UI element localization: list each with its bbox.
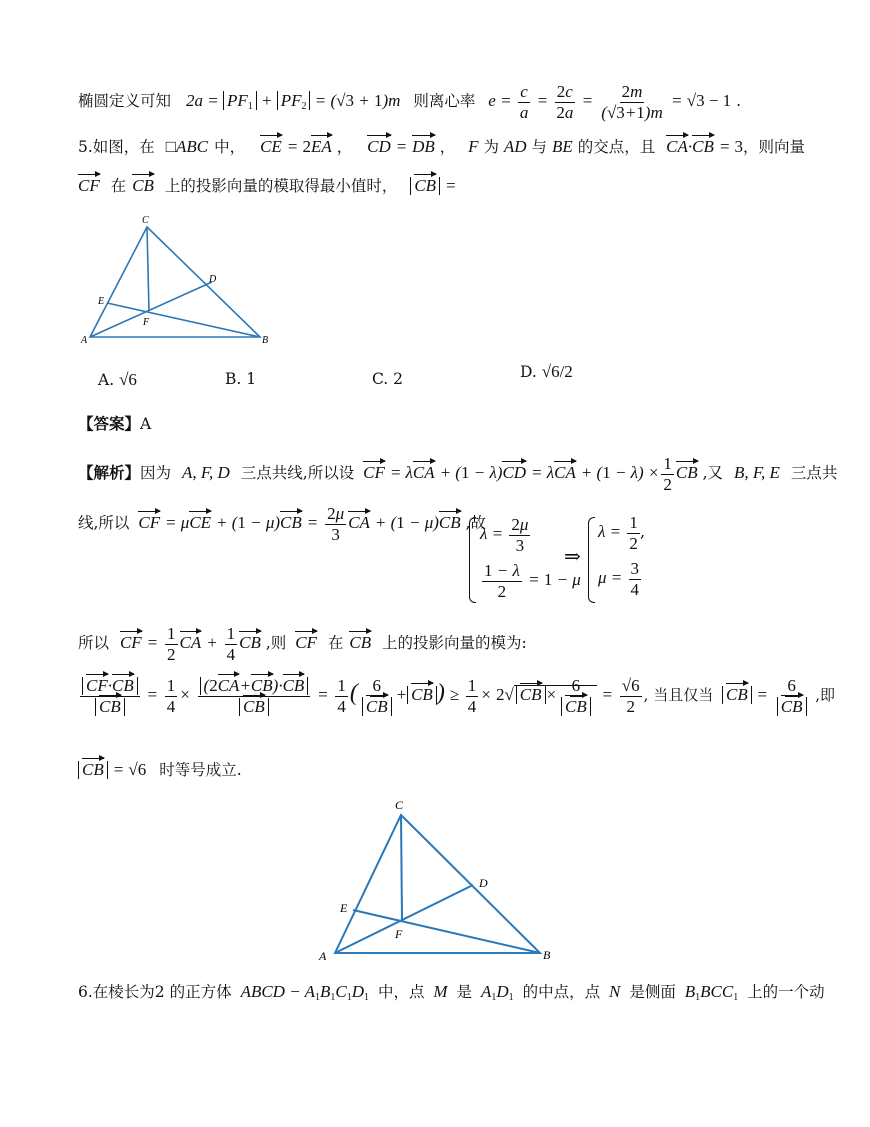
segment-be-2 <box>353 910 540 953</box>
option-b[interactable]: B. 1 <box>225 370 257 388</box>
brace-right <box>588 517 595 603</box>
analysis-line1: 【解析】因为 A, F, D 三点共线,所以设 CF = λCA + (1 − λ)CD = λCA + (1 − λ) × $\frac{1}{2}$ CB ,又 B, F, E 三点共 <box>78 454 838 494</box>
analysis-line4: $\frac{CF\cdot CB}{CB}$ = $\frac{1}{4}$ × $\frac{(2CA+CB)\cdot CB}{CB}$ = $\frac{1}{4}$ ( $\frac{6}{CB}$ + CB ) ≥ $\frac{1}{4}$ × 2√ CB × $\frac{6}{CB}$ = $\frac{√6}{2}$ , 当且仅当 CB = $\frac{6}{CB}$ ,即 <box>78 676 835 716</box>
triangle-figure-1 <box>80 212 280 347</box>
triangle-abc-2 <box>335 815 540 953</box>
analysis-line2: 线,所以 CF = μCE + (1 − μ)CB = $\frac{2\mu}{3}$ CA + (1 − μ)CB ,故 <box>78 504 487 544</box>
answer-line: 【答案】A <box>78 414 152 433</box>
equation-system-2: λ = $\frac{1}{2}$ μ = $\frac{3}{4}$ <box>598 513 640 599</box>
segment-cf-2 <box>401 815 402 921</box>
option-a[interactable]: A. √6 <box>98 370 137 389</box>
equation-system-1: λ = $\frac{2\mu}{3}$ $\frac{1 - \lambda}{2}$ = 1 − μ <box>480 515 581 601</box>
label-a: A <box>81 335 88 346</box>
segment-be <box>107 303 260 337</box>
triangle-figure-2 <box>315 795 560 965</box>
label-b: B <box>262 335 269 346</box>
label-f-2: F <box>395 927 403 941</box>
segment-ad <box>90 282 212 337</box>
triangle-abc <box>90 227 260 337</box>
label-f: F <box>143 317 150 328</box>
label-e-2: E <box>340 901 348 915</box>
implies-arrow: ⇒ <box>564 546 581 568</box>
label-e: E <box>98 296 105 307</box>
label-d-2: D <box>479 876 488 890</box>
text-mid: 则离心率 <box>413 91 476 110</box>
label-c-2: C <box>395 798 404 812</box>
brace-left <box>469 517 476 603</box>
text-prefix: 椭圆定义可知 <box>78 91 172 110</box>
label-b-2: B <box>543 948 551 962</box>
analysis-line3: 所以 CF = $\frac{1}{2}$ CA + $\frac{1}{4}$ CB ,则 CF 在 CB 上的投影向量的模为: <box>78 624 527 664</box>
option-d[interactable]: D. √6/2 <box>520 362 573 381</box>
label-a-2: A <box>319 949 327 963</box>
label-c: C <box>142 215 149 226</box>
segment-ad-2 <box>335 885 473 953</box>
problem-6-statement: 6.在棱长为2 的正方体 ABCD − $A_1B_1C_1D_1$ 中，点 M 是 $A_1D_1$ 的中点，点 N 是侧面 $B_1BCC_1$ 上的一个动 <box>78 982 825 1003</box>
analysis-line5: CB = √6 时等号成立. <box>78 758 242 780</box>
ellipse-eccentricity-line: 椭圆定义可知 $2a = PF_1 + PF_2 = (√3 + 1)m$ 则离心率 e = $\frac{c}{a}$ = $\frac{2c}{2a}$ = $\frac{2m}{(√3+1)m}$ = √3 − 1 . <box>78 82 742 122</box>
segment-cf <box>147 227 149 311</box>
option-c[interactable]: C. 2 <box>372 370 404 388</box>
label-d: D <box>209 274 217 285</box>
problem-5-statement-line2: CF 在 CB 上的投影向量的模取得最小值时， CB = <box>78 176 457 195</box>
problem-5-statement-line1: 5.如图，在 □ABC 中， CE = 2EA ， CD = DB ， F 为 AD 与 BE 的交点，且 CA·CB = 3，则向量 <box>78 137 806 156</box>
